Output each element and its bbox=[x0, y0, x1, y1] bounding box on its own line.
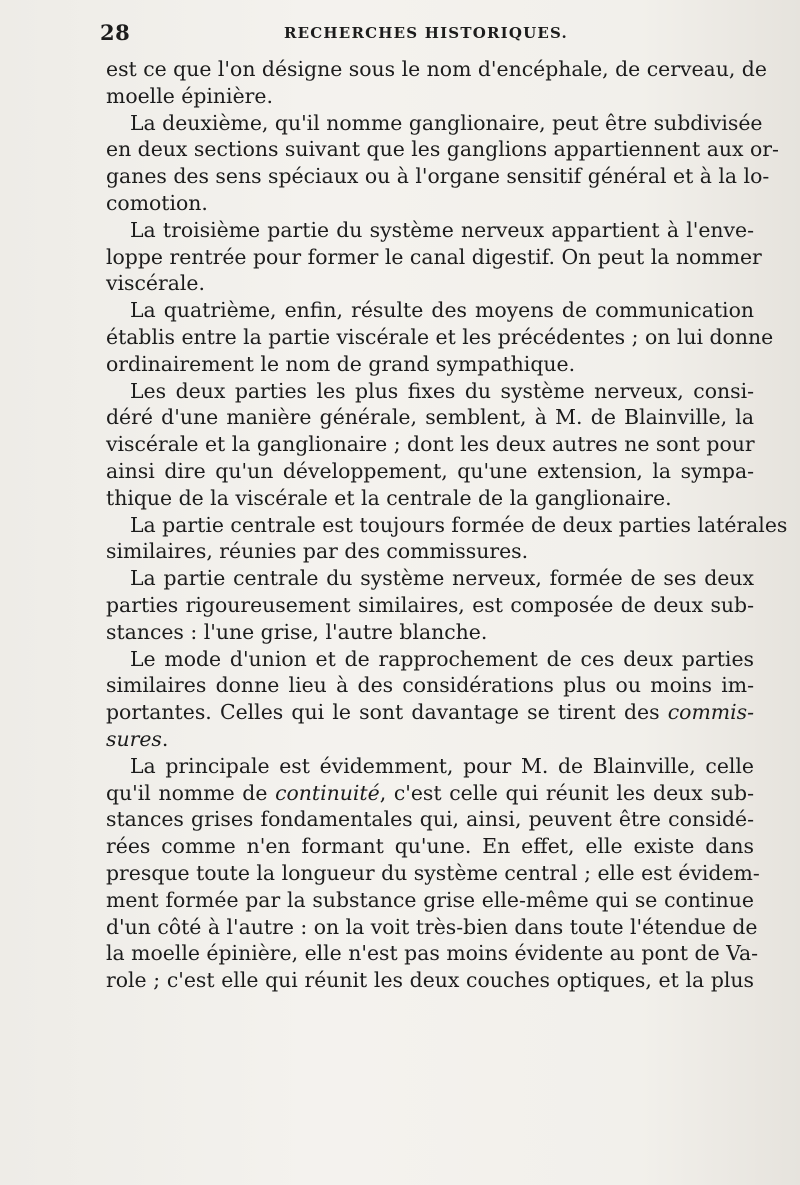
text-line: moelle épinière. bbox=[106, 83, 273, 108]
text-line: ordinairement le nom de grand sympathique. bbox=[106, 351, 576, 376]
text-line bbox=[106, 753, 754, 780]
italic-term: continuité bbox=[275, 780, 380, 805]
text-line: La partie centrale du système nerveux, formée de ses deux bbox=[130, 566, 754, 591]
text-segment: La principale est évidemment, pour M. de Blainville, celle bbox=[130, 753, 754, 778]
text-line: établis entre la partie viscérale et les précédentes ; on lui donne bbox=[106, 324, 774, 349]
text-line: ment formée par la substance grise elle-même qui se continue bbox=[106, 887, 754, 912]
text-line: ganes des sens spéciaux ou à l'organe sensitif général et à la lo- bbox=[106, 164, 770, 189]
text-segment: , c'est celle qui réunit les deux sub- bbox=[379, 780, 755, 805]
text-segment: qu'il nomme de bbox=[106, 780, 276, 805]
text-line: La partie centrale est toujours formée de deux parties latérales bbox=[130, 512, 788, 537]
text-line: déré d'une manière générale, semblent, à M. de Blainville, la bbox=[106, 405, 754, 430]
text-line: en deux sections suivant que les ganglions appartiennent aux or- bbox=[106, 137, 779, 162]
text-line: similaires donne lieu à des considérations plus ou moins im- bbox=[106, 673, 754, 698]
italic-term: sures bbox=[106, 726, 162, 751]
text-line bbox=[106, 726, 754, 753]
text-line: parties rigoureusement similaires, est composée de deux sub- bbox=[106, 592, 754, 617]
text-line: Le mode d'union et de rapprochement de ces deux parties bbox=[130, 646, 754, 671]
text-line: comotion. bbox=[106, 190, 208, 215]
text-line: presque toute la longueur du système central ; elle est évidem- bbox=[106, 860, 760, 885]
page-header bbox=[100, 20, 752, 52]
text-line: viscérale et la ganglionaire ; dont les deux autres ne sont pour bbox=[106, 432, 755, 457]
text-line: viscérale. bbox=[106, 271, 205, 296]
text-line: loppe rentrée pour former le canal digestif. On peut la nommer bbox=[106, 244, 762, 269]
text-line: est ce que l'on désigne sous le nom d'encéphale, de cerveau, de bbox=[106, 57, 767, 81]
text-line: rées comme n'en formant qu'une. En effet, elle existe dans bbox=[106, 834, 754, 859]
text-line: la moelle épinière, elle n'est pas moins évidente au pont de Va- bbox=[106, 941, 759, 966]
page-number: 28 bbox=[100, 20, 131, 45]
text-line: role ; c'est elle qui réunit les deux couches optiques, et la plus bbox=[106, 968, 754, 993]
text-line: ainsi dire qu'un développement, qu'une extension, la sympa- bbox=[106, 458, 754, 483]
running-title: RECHERCHES HISTORIQUES. bbox=[284, 24, 568, 42]
italic-term: commis- bbox=[667, 700, 754, 725]
text-line: similaires, réunies par des commissures. bbox=[106, 539, 529, 564]
text-line: thique de la viscérale et la centrale de la ganglionaire. bbox=[106, 485, 672, 510]
text-line: Les deux parties les plus fixes du système nerveux, consi- bbox=[130, 378, 754, 403]
text-line: stances : l'une grise, l'autre blanche. bbox=[106, 619, 488, 644]
text-line: La quatrième, enfin, résulte des moyens de communication bbox=[130, 298, 754, 323]
text-segment: . bbox=[161, 726, 169, 751]
text-line: La deuxième, qu'il nomme ganglionaire, peut être subdivisée bbox=[130, 110, 763, 135]
text-segment: portantes. Celles qui le sont davantage se tirent des bbox=[106, 700, 668, 725]
text-line bbox=[106, 699, 754, 726]
text-line: d'un côté à l'autre : on la voit très-bien dans toute l'étendue de bbox=[106, 914, 758, 939]
text-line: stances grises fondamentales qui, ainsi, peuvent être considé- bbox=[106, 807, 754, 832]
body-text bbox=[106, 56, 788, 994]
text-line bbox=[106, 780, 754, 807]
text-line: La troisième partie du système nerveux appartient à l'enve- bbox=[130, 217, 754, 242]
